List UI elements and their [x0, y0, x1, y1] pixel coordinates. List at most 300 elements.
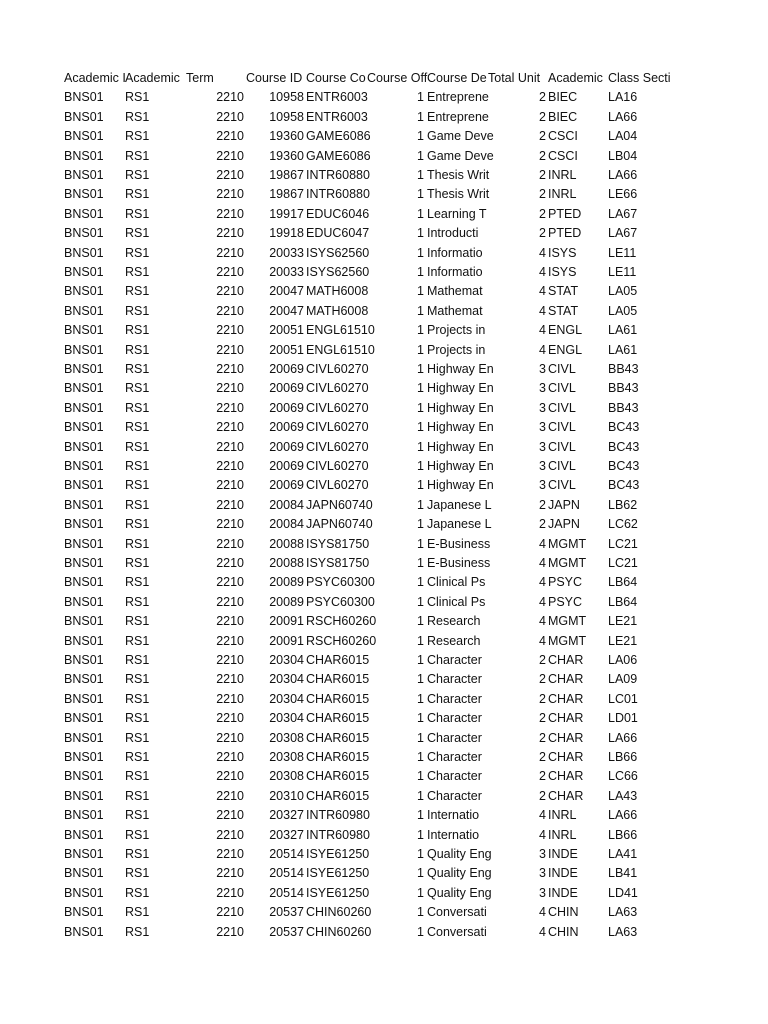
table-cell[interactable]: 4	[539, 284, 546, 299]
table-cell[interactable]: Research	[427, 614, 481, 629]
table-cell[interactable]: 20047	[269, 303, 304, 318]
table-cell[interactable]: CHAR6015	[306, 730, 370, 745]
table-cell[interactable]: 1	[417, 109, 424, 124]
table-cell[interactable]: 2	[539, 226, 546, 241]
table-cell[interactable]: BC43	[608, 439, 640, 454]
table-cell[interactable]: BNS01	[64, 265, 104, 279]
table-cell[interactable]: BNS01	[64, 90, 104, 105]
table-cell[interactable]: INTR60980	[306, 827, 370, 842]
table-cell[interactable]: BIEC	[548, 109, 578, 124]
table-cell[interactable]: BNS01	[64, 808, 104, 823]
table-cell[interactable]: RS1	[125, 633, 150, 648]
table-cell[interactable]: RS1	[125, 362, 150, 376]
table-cell[interactable]: Thesis Writ	[427, 187, 490, 202]
table-cell[interactable]: Conversati	[427, 924, 487, 939]
table-cell[interactable]: RS1	[125, 847, 150, 861]
table-cell[interactable]: LB66	[608, 750, 638, 764]
table-cell[interactable]: 20069	[269, 362, 304, 376]
table-cell[interactable]: BNS01	[64, 187, 104, 202]
table-cell[interactable]: RSCH60260	[306, 633, 377, 648]
table-cell[interactable]: 2	[539, 653, 546, 667]
table-cell[interactable]: LB64	[608, 575, 638, 590]
table-cell[interactable]: 2210	[216, 691, 244, 706]
table-cell[interactable]: LC01	[608, 691, 638, 706]
table-cell[interactable]: 20304	[269, 672, 304, 687]
table-cell[interactable]: 2210	[216, 459, 244, 473]
table-cell[interactable]: 20089	[269, 575, 304, 590]
table-cell[interactable]: BNS01	[64, 284, 104, 299]
table-cell[interactable]: 4	[539, 323, 546, 338]
table-cell[interactable]: PSYC	[548, 594, 583, 609]
table-cell[interactable]: GAME6086	[306, 148, 371, 163]
table-cell[interactable]: 2210	[216, 536, 244, 551]
table-cell[interactable]: ISYS81750	[306, 536, 370, 551]
table-cell[interactable]: LA66	[608, 168, 638, 182]
table-cell[interactable]: 20514	[269, 866, 304, 881]
table-cell[interactable]: BNS01	[64, 168, 104, 182]
table-cell[interactable]: ENGL	[548, 323, 583, 338]
table-cell[interactable]: 2	[539, 672, 546, 687]
table-cell[interactable]: 1	[417, 633, 424, 648]
table-cell[interactable]: ISYE61250	[306, 866, 370, 881]
table-cell[interactable]: CHAR6015	[306, 653, 370, 667]
table-cell[interactable]: 2210	[216, 206, 244, 221]
table-cell[interactable]: 2210	[216, 109, 244, 124]
table-cell[interactable]: 1	[417, 866, 424, 881]
table-cell[interactable]: 4	[539, 245, 546, 260]
table-cell[interactable]: RS1	[125, 265, 150, 279]
table-cell[interactable]: 3	[539, 885, 546, 900]
table-cell[interactable]: ENGL61510	[306, 342, 375, 357]
table-cell[interactable]: LB64	[608, 594, 638, 609]
table-cell[interactable]: 2210	[216, 284, 244, 299]
table-cell[interactable]: BNS01	[64, 847, 104, 861]
table-cell[interactable]: 20091	[269, 633, 304, 648]
table-cell[interactable]: 10958	[269, 109, 304, 124]
table-cell[interactable]: CHAR	[548, 691, 584, 706]
table-cell[interactable]: 1	[417, 614, 424, 629]
table-cell[interactable]: RS1	[125, 711, 150, 726]
table-cell[interactable]: JAPN	[548, 497, 580, 512]
table-cell[interactable]: RS1	[125, 653, 150, 667]
table-cell[interactable]: 20089	[269, 594, 304, 609]
table-cell[interactable]: 19360	[269, 148, 304, 163]
column-header[interactable]: Course ID	[246, 71, 303, 85]
table-cell[interactable]: 2210	[216, 497, 244, 512]
table-cell[interactable]: Projects in	[427, 323, 486, 338]
table-cell[interactable]: 20033	[269, 245, 304, 260]
table-cell[interactable]: LB04	[608, 148, 638, 163]
table-cell[interactable]: 2210	[216, 788, 244, 803]
table-cell[interactable]: MGMT	[548, 614, 587, 629]
table-cell[interactable]: RS1	[125, 168, 150, 182]
table-cell[interactable]: LA67	[608, 206, 638, 221]
table-cell[interactable]: Informatio	[427, 245, 483, 260]
table-cell[interactable]: CIVL60270	[306, 400, 369, 415]
table-cell[interactable]: INDE	[548, 885, 578, 900]
table-cell[interactable]: 1	[417, 653, 424, 667]
table-cell[interactable]: CIVL	[548, 381, 576, 396]
table-cell[interactable]: CHAR6015	[306, 769, 370, 784]
table-cell[interactable]: 2210	[216, 148, 244, 163]
table-cell[interactable]: 2	[539, 769, 546, 784]
table-cell[interactable]: RS1	[125, 750, 150, 764]
table-cell[interactable]: 19360	[269, 129, 304, 144]
table-cell[interactable]: MGMT	[548, 536, 587, 551]
table-cell[interactable]: RS1	[125, 284, 150, 299]
table-cell[interactable]: CSCI	[548, 148, 578, 163]
table-cell[interactable]: Internatio	[427, 827, 480, 842]
table-cell[interactable]: CIVL	[548, 420, 576, 435]
column-header[interactable]: Academic	[548, 71, 603, 85]
table-cell[interactable]: BNS01	[64, 381, 104, 396]
table-cell[interactable]: INRL	[548, 827, 577, 842]
table-cell[interactable]: CHAR	[548, 788, 584, 803]
table-cell[interactable]: BNS01	[64, 672, 104, 687]
table-cell[interactable]: MGMT	[548, 633, 587, 648]
table-cell[interactable]: 2210	[216, 517, 244, 532]
table-cell[interactable]: LD01	[608, 711, 638, 726]
table-cell[interactable]: Highway En	[427, 439, 494, 454]
table-cell[interactable]: 20537	[269, 905, 304, 920]
table-cell[interactable]: Informatio	[427, 265, 483, 279]
table-cell[interactable]: BNS01	[64, 575, 104, 590]
column-header[interactable]: Class Secti	[608, 71, 671, 85]
table-cell[interactable]: Entreprene	[427, 90, 489, 105]
table-cell[interactable]: 1	[417, 342, 424, 357]
table-cell[interactable]: 20069	[269, 400, 304, 415]
table-cell[interactable]: ENGL	[548, 342, 583, 357]
table-cell[interactable]: Highway En	[427, 362, 494, 376]
table-cell[interactable]: 2210	[216, 342, 244, 357]
table-cell[interactable]: 2	[539, 691, 546, 706]
table-cell[interactable]: 1	[417, 672, 424, 687]
table-cell[interactable]: CHAR6015	[306, 672, 370, 687]
column-header[interactable]: Course De	[427, 71, 487, 85]
table-cell[interactable]: 10958	[269, 90, 304, 105]
table-cell[interactable]: ISYS	[548, 245, 577, 260]
table-cell[interactable]: JAPN	[548, 517, 580, 532]
table-cell[interactable]: LA66	[608, 109, 638, 124]
table-cell[interactable]: RS1	[125, 439, 150, 454]
table-cell[interactable]: 2210	[216, 187, 244, 202]
table-cell[interactable]: RS1	[125, 827, 150, 842]
table-cell[interactable]: CHAR6015	[306, 691, 370, 706]
table-cell[interactable]: 20304	[269, 653, 304, 667]
table-cell[interactable]: BC43	[608, 420, 640, 435]
table-cell[interactable]: 19918	[269, 226, 304, 241]
table-cell[interactable]: 2210	[216, 226, 244, 241]
table-cell[interactable]: 20514	[269, 847, 304, 861]
table-cell[interactable]: RS1	[125, 556, 150, 570]
table-cell[interactable]: 1	[417, 517, 424, 532]
table-cell[interactable]: 2210	[216, 866, 244, 881]
table-cell[interactable]: LA61	[608, 323, 638, 338]
table-cell[interactable]: EDUC6046	[306, 206, 370, 221]
table-cell[interactable]: 1	[417, 827, 424, 842]
table-cell[interactable]: RS1	[125, 129, 150, 144]
table-cell[interactable]: 2210	[216, 265, 244, 279]
table-cell[interactable]: 2	[539, 711, 546, 726]
table-cell[interactable]: LA66	[608, 730, 638, 745]
table-cell[interactable]: BNS01	[64, 497, 104, 512]
table-cell[interactable]: BNS01	[64, 905, 104, 920]
table-cell[interactable]: 2210	[216, 400, 244, 415]
table-cell[interactable]: RS1	[125, 769, 150, 784]
table-cell[interactable]: LB62	[608, 497, 638, 512]
table-cell[interactable]: LC21	[608, 556, 638, 570]
table-cell[interactable]: 2210	[216, 303, 244, 318]
table-cell[interactable]: ISYE61250	[306, 885, 370, 900]
table-cell[interactable]: 3	[539, 478, 546, 493]
table-cell[interactable]: 2210	[216, 323, 244, 338]
table-cell[interactable]: 2210	[216, 633, 244, 648]
table-cell[interactable]: 2	[539, 497, 546, 512]
table-cell[interactable]: LA63	[608, 905, 638, 920]
table-cell[interactable]: BNS01	[64, 517, 104, 532]
table-cell[interactable]: 19867	[269, 187, 304, 202]
table-cell[interactable]: 20069	[269, 439, 304, 454]
table-cell[interactable]: 4	[539, 905, 546, 920]
table-cell[interactable]: BNS01	[64, 400, 104, 415]
table-cell[interactable]: 3	[539, 381, 546, 396]
table-cell[interactable]: 4	[539, 827, 546, 842]
table-cell[interactable]: 1	[417, 691, 424, 706]
table-cell[interactable]: PSYC	[548, 575, 583, 590]
table-cell[interactable]: CHIN	[548, 924, 579, 939]
table-cell[interactable]: 20069	[269, 381, 304, 396]
table-cell[interactable]: 2	[539, 187, 546, 202]
table-cell[interactable]: 1	[417, 90, 424, 105]
table-cell[interactable]: 4	[539, 633, 546, 648]
table-cell[interactable]: RS1	[125, 808, 150, 823]
table-cell[interactable]: BB43	[608, 381, 639, 396]
table-cell[interactable]: 3	[539, 866, 546, 881]
table-cell[interactable]: LA16	[608, 90, 638, 105]
table-cell[interactable]: ISYS81750	[306, 556, 370, 570]
table-cell[interactable]: 1	[417, 245, 424, 260]
table-cell[interactable]: 2210	[216, 711, 244, 726]
table-cell[interactable]: RS1	[125, 245, 150, 260]
table-cell[interactable]: Research	[427, 633, 481, 648]
table-cell[interactable]: 2210	[216, 362, 244, 376]
table-cell[interactable]: BNS01	[64, 556, 104, 570]
table-cell[interactable]: BNS01	[64, 148, 104, 163]
table-cell[interactable]: 1	[417, 885, 424, 900]
table-cell[interactable]: 1	[417, 847, 424, 861]
table-cell[interactable]: MATH6008	[306, 284, 369, 299]
table-cell[interactable]: BNS01	[64, 459, 104, 473]
table-cell[interactable]: 1	[417, 129, 424, 144]
table-cell[interactable]: 2210	[216, 478, 244, 493]
table-cell[interactable]: Japanese L	[427, 517, 492, 532]
table-cell[interactable]: CHAR6015	[306, 788, 370, 803]
table-cell[interactable]: Highway En	[427, 420, 494, 435]
table-cell[interactable]: 20047	[269, 284, 304, 299]
table-cell[interactable]: 20033	[269, 265, 304, 279]
table-cell[interactable]: Entreprene	[427, 109, 489, 124]
table-cell[interactable]: Quality Eng	[427, 885, 492, 900]
table-cell[interactable]: 4	[539, 924, 546, 939]
table-cell[interactable]: INTR60880	[306, 187, 370, 202]
table-cell[interactable]: 4	[539, 575, 546, 590]
table-cell[interactable]: 1	[417, 381, 424, 396]
table-cell[interactable]: E-Business	[427, 536, 491, 551]
table-cell[interactable]: RS1	[125, 148, 150, 163]
table-cell[interactable]: Character	[427, 788, 482, 803]
table-cell[interactable]: Highway En	[427, 478, 494, 493]
table-cell[interactable]: CSCI	[548, 129, 578, 144]
table-cell[interactable]: CHAR	[548, 711, 584, 726]
table-cell[interactable]: ISYS62560	[306, 245, 370, 260]
table-cell[interactable]: 2	[539, 788, 546, 803]
table-cell[interactable]: CHAR	[548, 750, 584, 764]
table-cell[interactable]: 2210	[216, 905, 244, 920]
table-cell[interactable]: 2	[539, 206, 546, 221]
table-cell[interactable]: INRL	[548, 187, 577, 202]
table-cell[interactable]: BNS01	[64, 614, 104, 629]
table-cell[interactable]: INRL	[548, 168, 577, 182]
table-cell[interactable]: 3	[539, 362, 546, 376]
table-cell[interactable]: 20051	[269, 342, 304, 357]
table-cell[interactable]: 1	[417, 206, 424, 221]
table-cell[interactable]: RS1	[125, 381, 150, 396]
table-cell[interactable]: GAME6086	[306, 129, 371, 144]
table-cell[interactable]: 19867	[269, 168, 304, 182]
table-cell[interactable]: ISYS62560	[306, 265, 370, 279]
table-cell[interactable]: RS1	[125, 90, 150, 105]
table-cell[interactable]: RS1	[125, 226, 150, 241]
table-cell[interactable]: 20514	[269, 885, 304, 900]
table-cell[interactable]: RS1	[125, 691, 150, 706]
table-cell[interactable]: 2210	[216, 381, 244, 396]
table-cell[interactable]: INTR60980	[306, 808, 370, 823]
table-cell[interactable]: 1	[417, 187, 424, 202]
table-cell[interactable]: 1	[417, 536, 424, 551]
table-cell[interactable]: JAPN60740	[306, 517, 373, 532]
table-cell[interactable]: LE21	[608, 614, 638, 629]
column-header[interactable]: Course Off	[367, 71, 428, 85]
table-cell[interactable]: 2210	[216, 672, 244, 687]
table-cell[interactable]: 1	[417, 788, 424, 803]
table-cell[interactable]: 4	[539, 594, 546, 609]
table-cell[interactable]: RS1	[125, 672, 150, 687]
table-cell[interactable]: LA66	[608, 808, 638, 823]
table-cell[interactable]: 1	[417, 459, 424, 473]
table-cell[interactable]: RS1	[125, 517, 150, 532]
table-cell[interactable]: RSCH60260	[306, 614, 377, 629]
table-cell[interactable]: Projects in	[427, 342, 486, 357]
table-cell[interactable]: RS1	[125, 420, 150, 435]
table-cell[interactable]: 1	[417, 808, 424, 823]
table-cell[interactable]: Highway En	[427, 459, 494, 473]
table-cell[interactable]: LA05	[608, 284, 638, 299]
table-cell[interactable]: BNS01	[64, 924, 104, 939]
table-cell[interactable]: RS1	[125, 478, 150, 493]
table-cell[interactable]: 1	[417, 265, 424, 279]
table-cell[interactable]: 2210	[216, 750, 244, 764]
table-cell[interactable]: 20327	[269, 808, 304, 823]
table-cell[interactable]: 3	[539, 420, 546, 435]
table-cell[interactable]: 2	[539, 750, 546, 764]
table-cell[interactable]: BNS01	[64, 866, 104, 881]
column-header[interactable]: Term	[186, 71, 214, 85]
table-cell[interactable]: 1	[417, 575, 424, 590]
table-cell[interactable]: RS1	[125, 594, 150, 609]
table-cell[interactable]: RS1	[125, 187, 150, 202]
column-header[interactable]: Course Co	[306, 71, 366, 85]
table-cell[interactable]: 20069	[269, 459, 304, 473]
table-cell[interactable]: 1	[417, 226, 424, 241]
table-cell[interactable]: LA41	[608, 847, 638, 861]
table-cell[interactable]: 4	[539, 808, 546, 823]
table-cell[interactable]: Quality Eng	[427, 866, 492, 881]
table-cell[interactable]: 20088	[269, 536, 304, 551]
table-cell[interactable]: LA61	[608, 342, 638, 357]
table-cell[interactable]: LD41	[608, 885, 638, 900]
table-cell[interactable]: PTED	[548, 206, 582, 221]
table-cell[interactable]: 20084	[269, 517, 304, 532]
table-cell[interactable]: 1	[417, 905, 424, 920]
table-cell[interactable]: LE11	[608, 245, 637, 260]
table-cell[interactable]: 1	[417, 323, 424, 338]
table-cell[interactable]: 1	[417, 148, 424, 163]
table-cell[interactable]: RS1	[125, 536, 150, 551]
table-cell[interactable]: RS1	[125, 866, 150, 881]
table-cell[interactable]: Character	[427, 730, 482, 745]
table-cell[interactable]: RS1	[125, 905, 150, 920]
table-cell[interactable]: 1	[417, 769, 424, 784]
table-cell[interactable]: PSYC60300	[306, 575, 375, 590]
table-cell[interactable]: CHAR	[548, 672, 584, 687]
table-cell[interactable]: CIVL60270	[306, 478, 369, 493]
table-cell[interactable]: BNS01	[64, 439, 104, 454]
table-cell[interactable]: 2210	[216, 439, 244, 454]
table-cell[interactable]: BNS01	[64, 362, 104, 376]
table-cell[interactable]: CHIN	[548, 905, 579, 920]
table-cell[interactable]: LA43	[608, 788, 638, 803]
table-cell[interactable]: 20308	[269, 750, 304, 764]
table-cell[interactable]: 2210	[216, 730, 244, 745]
table-cell[interactable]: 20304	[269, 711, 304, 726]
table-cell[interactable]: LE66	[608, 187, 638, 202]
table-cell[interactable]: LC66	[608, 769, 638, 784]
table-cell[interactable]: 2210	[216, 847, 244, 861]
table-cell[interactable]: BNS01	[64, 711, 104, 726]
table-cell[interactable]: BNS01	[64, 827, 104, 842]
table-cell[interactable]: 1	[417, 750, 424, 764]
table-cell[interactable]: BIEC	[548, 90, 578, 105]
table-cell[interactable]: JAPN60740	[306, 497, 373, 512]
table-cell[interactable]: BNS01	[64, 769, 104, 784]
table-cell[interactable]: 2210	[216, 924, 244, 939]
table-cell[interactable]: STAT	[548, 303, 579, 318]
table-cell[interactable]: BNS01	[64, 323, 104, 338]
table-cell[interactable]: 1	[417, 420, 424, 435]
table-cell[interactable]: CIVL	[548, 439, 576, 454]
table-cell[interactable]: 2210	[216, 614, 244, 629]
table-cell[interactable]: MGMT	[548, 556, 587, 570]
table-cell[interactable]: Character	[427, 711, 482, 726]
table-cell[interactable]: RS1	[125, 400, 150, 415]
table-cell[interactable]: 1	[417, 497, 424, 512]
table-cell[interactable]: RS1	[125, 109, 150, 124]
table-cell[interactable]: 2210	[216, 245, 244, 260]
column-header[interactable]: Total Unit	[488, 71, 541, 85]
table-cell[interactable]: 19917	[269, 206, 304, 221]
table-cell[interactable]: ISYS	[548, 265, 577, 279]
table-cell[interactable]: Quality Eng	[427, 847, 492, 861]
